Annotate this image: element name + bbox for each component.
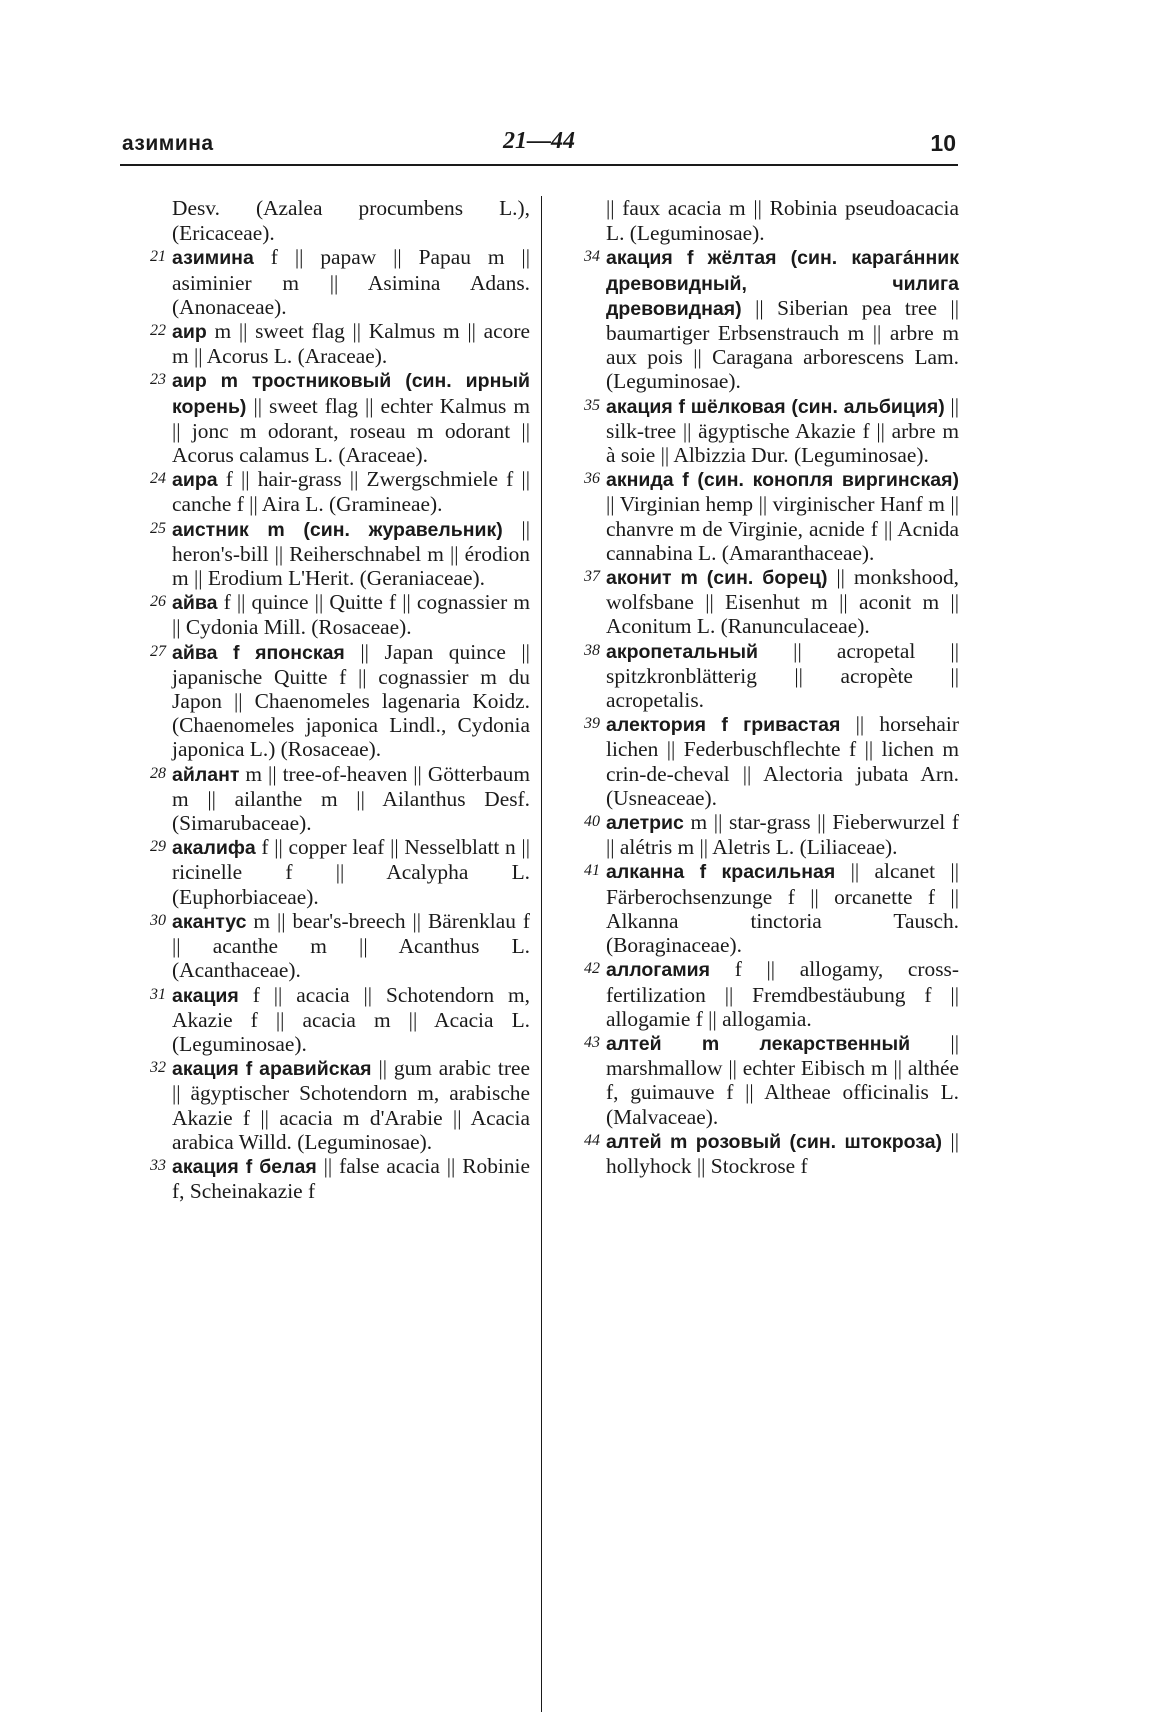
entry-number: 21 — [150, 248, 166, 266]
dictionary-entry — [564, 810, 959, 859]
entry-translations: || acropetal || spitzkronblätterig || acropète || acropetalis. — [606, 638, 959, 713]
dictionary-entry — [564, 467, 959, 565]
headword: алтей — [606, 1032, 662, 1055]
headword-qualifier: m розовый (син. штокроза) — [670, 1130, 943, 1153]
dictionary-entry — [564, 245, 959, 393]
entry-number: 31 — [150, 985, 166, 1003]
headword-qualifier: f белая — [245, 1155, 317, 1178]
dictionary-entry — [130, 245, 530, 319]
headword: акация — [606, 247, 673, 270]
entry-number: 40 — [584, 813, 600, 831]
headword: айва — [172, 641, 218, 664]
entry-translations: || monkshood, wolfsbane || Eisenhut m || aconit m || Aconitum L. (Ranunculaceae). — [606, 565, 960, 639]
dictionary-entry — [564, 1129, 959, 1178]
entry-translations: Desv. (Azalea procumbens L.), (Ericaceae). — [172, 196, 530, 246]
entry-translations: f || quince || Quitte f || cognassier m || Cydonia Mill. (Rosaceae). — [172, 590, 530, 640]
entry-number: 38 — [584, 641, 600, 659]
entry-number: 22 — [150, 322, 166, 340]
entry-translations: || hollyhock || Stockrose f — [606, 1128, 959, 1178]
dictionary-entry — [130, 983, 530, 1057]
dictionary-entry — [564, 196, 959, 245]
dictionary-entry — [130, 640, 530, 762]
headword-qualifier: f жёлтая (син. карагáнник древовидный, чилига древовидная) — [606, 247, 959, 320]
entry-translations: || gum arabic tree || ägyptischer Schotendorn m, arabische Akazie f || acacia m d'Arabie || Acacia arabica Willd. (Leguminosae). — [172, 1056, 530, 1154]
entry-translations: || marshmallow || echter Eibisch m || althée f, guimauve f || Altheae officinalis L. (Malvaceae). — [606, 1030, 959, 1129]
headword-qualifier: f шёлковая (син. альбиция) — [678, 395, 945, 418]
entry-number: 29 — [150, 838, 166, 856]
headword-qualifier: f красильная — [699, 861, 836, 884]
dictionary-entry — [130, 467, 530, 516]
dictionary-entry — [564, 859, 959, 957]
left-column — [130, 196, 530, 1726]
entry-number: 32 — [150, 1059, 166, 1077]
entry-translations: f || hair-grass || Zwergschmiele f || canche f || Aira L. (Gramineae). — [172, 467, 530, 517]
headword-qualifier: f аравийская — [245, 1058, 372, 1081]
running-head-word: азимина — [122, 132, 214, 155]
headword: алектория — [606, 714, 707, 737]
dictionary-entry — [130, 762, 530, 836]
dictionary-entry — [564, 394, 959, 468]
entry-translations: f || copper leaf || Nesselblatt n || ricinelle f || Acalypha L. (Euphorbiaceae). — [172, 835, 530, 909]
entry-translations: || faux acacia m || Robinia pseudoacacia L. (Leguminosae). — [606, 196, 959, 246]
entry-translations: f || acacia || Schotendorn m, Akazie f || acacia m || Acacia L. (Leguminosae). — [172, 982, 530, 1056]
headword-qualifier: f (син. конопля виргинская) — [682, 469, 959, 492]
entry-translations: || sweet flag || echter Kalmus m || jonc m odorant, roseau m odorant || Acorus calamus L. (Araceae). — [172, 393, 530, 468]
headword: алтей — [606, 1130, 662, 1153]
entry-translations: f || allogamy, cross-fertilization || Fremdbestäubung f || allogamie f || allogamia. — [606, 957, 959, 1031]
entry-number: 41 — [584, 862, 600, 880]
headword: акация — [172, 984, 239, 1007]
entry-range: 21—44 — [503, 128, 575, 154]
dictionary-entry — [130, 319, 530, 368]
entry-translations: || Virginian hemp || virginischer Hanf m || chanvre m de Virginie, acnide f || Acnida cannabina L. (Amaranthaceae). — [606, 492, 959, 565]
headword: акантус — [172, 910, 247, 933]
headword-qualifier: f японская — [233, 641, 345, 664]
headword: аллогамия — [606, 959, 711, 982]
entry-number: 26 — [150, 593, 166, 611]
entry-number: 33 — [150, 1156, 166, 1174]
entry-number: 42 — [584, 960, 600, 978]
entry-translations: || horsehair lichen || Federbuschflechte f || lichen m crin-de-cheval || Alectoria jubata Arn. (Usneaceae). — [606, 712, 959, 810]
entry-translations: f || papaw || Papau m || asiminier m || Asimina Adans. (Anonaceae). — [172, 245, 530, 319]
dictionary-entry — [564, 639, 959, 713]
headword: акропетальный — [606, 640, 758, 663]
headword: алканна — [606, 861, 685, 884]
entry-number: 39 — [584, 715, 600, 733]
entry-number: 43 — [584, 1033, 600, 1051]
entry-translations: m || sweet flag || Kalmus m || acore m || Acorus L. (Araceae). — [172, 319, 530, 369]
dictionary-entry — [130, 590, 530, 639]
headword-qualifier: m (син. борец) — [680, 567, 828, 590]
entry-translations: || false acacia || Robinie f, Scheinakazie f — [172, 1153, 530, 1204]
headword: азимина — [172, 247, 254, 270]
entry-number: 27 — [150, 642, 166, 660]
page-header — [120, 128, 958, 166]
headword-qualifier: m тростниковый (син. ирный корень) — [172, 370, 530, 418]
dictionary-entry — [130, 196, 530, 245]
headword: айлант — [172, 763, 240, 786]
entry-number: 23 — [150, 371, 166, 389]
headword: аистник — [172, 518, 249, 541]
entry-translations: || Siberian pea tree || baumartiger Erbsenstrauch m || arbre m aux pois || Caragana arborescens Lam. (Leguminosae). — [606, 295, 959, 394]
page-number: 10 — [930, 130, 956, 156]
entry-translations: m || tree-of-heaven || Götterbaum m || ailanthe m || Ailanthus Desf. (Simarubaceae). — [172, 761, 530, 836]
dictionary-entry — [564, 1031, 959, 1129]
headword: аир — [172, 321, 207, 344]
headword-qualifier: m лекарственный — [701, 1032, 911, 1055]
headword: акация — [172, 1058, 239, 1081]
dictionary-entry — [130, 1154, 530, 1203]
entry-translations: || alcanet || Färberochsenzunge f || orcanette f || Alkanna tinctoria Tausch. (Boraginaceae). — [606, 859, 959, 958]
dictionary-entry — [130, 1056, 530, 1154]
dictionary-entry — [564, 565, 959, 639]
headword: акнида — [606, 469, 674, 492]
headword-qualifier: m (син. журавельник) — [267, 518, 503, 541]
entry-number: 37 — [584, 568, 600, 586]
headword: аира — [172, 469, 218, 492]
dictionary-entry — [564, 957, 959, 1031]
entry-number: 34 — [584, 248, 600, 266]
headword: акация — [172, 1155, 239, 1178]
entry-number: 36 — [584, 470, 600, 488]
dictionary-entry — [130, 909, 530, 983]
headword-qualifier: f гривастая — [721, 714, 841, 737]
headword: акация — [606, 395, 673, 418]
headword: аконит — [606, 567, 672, 590]
headword: алетрис — [606, 812, 684, 835]
dictionary-entry — [130, 835, 530, 909]
entry-number: 25 — [150, 519, 166, 537]
headword: айва — [172, 592, 218, 615]
column-divider — [541, 196, 542, 1712]
entry-translations: || Japan quince || japanische Quitte f || cognassier m du Japon || Chaenomeles lagenaria Koidz. (Chaenomeles japonica Lindl., Cydonia japonica L.) (Rosaceae). — [172, 639, 530, 762]
entry-number: 30 — [150, 911, 166, 929]
entry-number: 28 — [150, 764, 166, 782]
headword: аир — [172, 370, 207, 393]
entry-number: 24 — [150, 470, 166, 488]
entry-translations: m || star-grass || Fieberwurzel f || alétris m || Aletris L. (Liliaceae). — [606, 810, 960, 860]
dictionary-entry — [130, 368, 530, 467]
dictionary-entry — [130, 517, 530, 591]
entry-number: 35 — [584, 396, 600, 414]
entry-number: 44 — [584, 1131, 600, 1149]
headword: акалифа — [172, 837, 256, 860]
dictionary-entry — [564, 712, 959, 810]
entry-translations: || silk-tree || ägyptische Akazie f || arbre m à soie || Albizzia Dur. (Leguminosae). — [606, 393, 959, 468]
entry-translations: || heron's-bill || Reiherschnabel m || érodion m || Erodium L'Herit. (Geraniaceae). — [172, 516, 530, 591]
entry-translations: m || bear's-breech || Bärenklau f || acanthe m || Acanthus L. (Acanthaceae). — [172, 908, 530, 983]
right-column — [564, 196, 959, 1726]
